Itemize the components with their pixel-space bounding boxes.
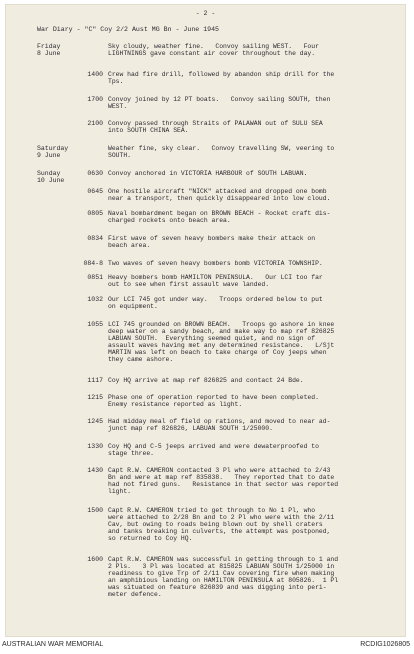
entry-time: 0851 [87,274,103,281]
entry-text: Capt R.W. CAMERON tried to get through to No 1 Pl, who were attached to 2/28 Bn and to 2 Pl who were with the 2/11 Cav, but owing to roads being blown out by shell craters and tanks breaking in culverts, the attempt was postponed, so returned to Coy HQ. [108,507,335,542]
diary-entries [5,4,406,637]
entry-text: Convoy anchored in VICTORIA HARBOUR of SOUTH LABUAN. [108,170,308,177]
entry-time: 084-8 [83,260,103,267]
entry-text: Coy HQ arrive at map ref 826825 and contact 24 Bde. [108,377,304,384]
entry-text: Phase one of operation reported to have been completed. Enemy resistance reported as light. [108,394,319,408]
entry-time: 0805 [87,210,103,217]
entry-text: Naval bombardment began on BROWN BEACH - Rocket craft dis- charged rockets onto beach area. [108,210,331,224]
entry-time: 1700 [87,96,103,103]
footer-institution: AUSTRALIAN WAR MEMORIAL [2,641,104,648]
page-number: - 2 - [195,10,216,17]
entry-text: Weather fine, sky clear. Convoy travelling SW, veering to SOUTH. [108,145,335,159]
entry-text: Crew had fire drill, followed by abandon ship drill for the Tps. [108,71,335,85]
entry-date: Saturday 9 June [37,145,69,159]
entry-text: Had midday meal of field op rations, and moved to near ad- junct map ref 826826, LABUAN SOUTH 1/25000. [108,418,331,432]
entry-time: 0630 [87,170,103,177]
entry-text: Sky cloudy, weather fine. Convoy sailing WEST. Four LIGHTNINGS gave constant air cover throughout the day. [108,43,319,57]
entry-text: LCI 745 grounded on BROWN BEACH. Troops go ashore in knee deep water on a sandy beach, and make way to map ref 826825 LABUAN SOUTH. Everything seemed quiet, and no sign of assault waves having met any determined resistance. L/Sjt MARTIN was left on beach to take charge of Coy jeeps when they came ashore. [108,321,335,363]
entry-time: 1600 [87,556,103,563]
diary-sheet [5,4,406,637]
entry-text: Heavy bombers bomb HAMILTON PENINSULA. Our LCI too far out to see when first assault wave landed. [108,274,323,288]
entry-text: Two waves of seven heavy bombers bomb VICTORIA TOWNSHIP. [108,260,323,267]
entry-time: 1245 [87,418,103,425]
entry-time: 0645 [87,188,103,195]
entry-time: 2100 [87,120,103,127]
entry-text: Capt R.W. CAMERON contacted 3 Pl who were attached to 2/43 Bn and were at map ref 835838. They reported that to date had not fired guns. Resistance in that sector was reported light. [108,467,339,495]
entry-time: 1215 [87,394,103,401]
entry-time: 1032 [87,296,103,303]
entry-text: Convoy passed through Straits of PALAWAN out of SULU SEA into SOUTH CHINA SEA. [108,120,323,134]
entry-time: 1330 [87,443,103,450]
entry-date: Sunday 10 June [37,170,65,184]
entry-time: 1430 [87,467,103,474]
entry-text: One hostile aircraft "NICK" attacked and dropped one bomb near a transport, then quickly disappeared into low cloud. [108,188,331,202]
entry-date: Friday 8 June [37,43,61,57]
entry-time: 1117 [87,377,103,384]
entry-time: 1400 [87,71,103,78]
entry-time: 0834 [87,235,103,242]
footer-reference-id: RCDIG1026805 [360,641,410,648]
entry-time: 1500 [87,507,103,514]
entry-text: Our LCI 745 got under way. Troops ordered below to put on equipment. [108,296,323,310]
diary-title: War Diary - "C" Coy 2/2 Aust MG Bn - June 1945 [37,26,220,33]
entry-text: First wave of seven heavy bombers make their attack on beach area. [108,235,316,249]
entry-text: Capt R.W. CAMERON was successful in getting through to 1 and 2 Pls. 3 Pl was located at 815825 LABUAN SOUTH 1/25000 in readiness to give Trp of 2/11 Cav covering fire when making an amphibious landing on HAMILTON PENINSULA at 805826. 1 Pl was situated on feature 826839 and was digging into peri- meter defence. [108,556,339,598]
entry-text: Coy HQ and C-5 jeeps arrived and were dewaterproofed to stage three. [108,443,319,457]
entry-time: 1055 [87,321,103,328]
entry-text: Convoy joined by 12 PT boats. Convoy sailing SOUTH, then WEST. [108,96,331,110]
